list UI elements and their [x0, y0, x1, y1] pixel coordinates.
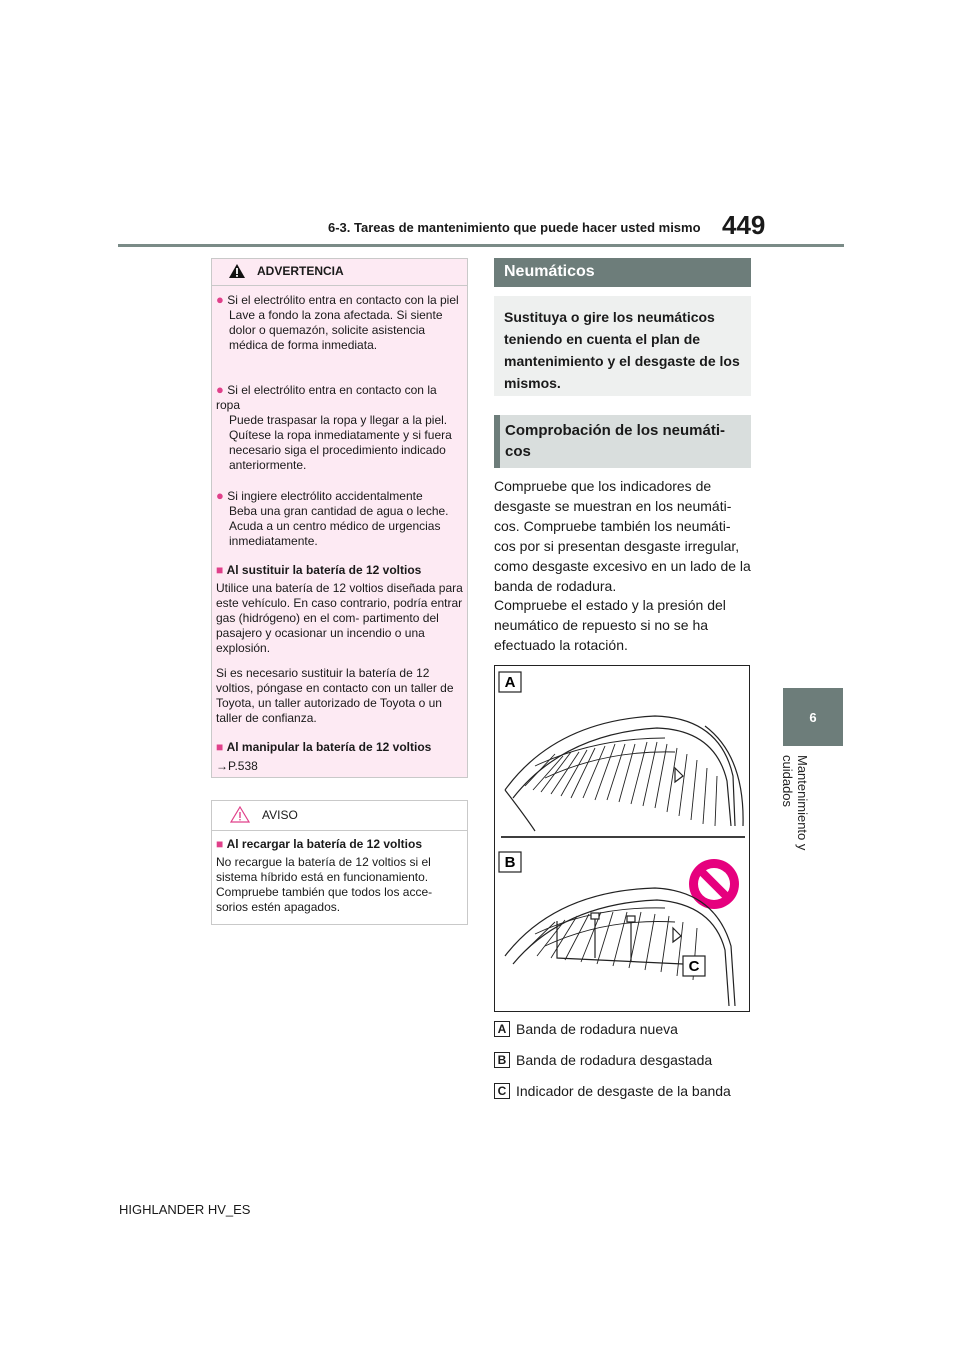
worn-tire-drawing [505, 888, 735, 1006]
reference-text: P.538 [228, 759, 258, 773]
arrow-right-icon: → [216, 759, 228, 773]
page-number: 449 [722, 210, 766, 240]
subsection-title: Al recargar la batería de 12 voltios [226, 837, 423, 851]
bullet-icon: ● [216, 488, 224, 503]
subsection-title: Comprobación de los neumáti- cos [505, 422, 726, 460]
legend-text: Indicador de desgaste de la banda [516, 1083, 731, 1099]
paragraph: Compruebe que los indicadores de desgaste se muestran en los neumáti- cos. Compruebe también los neumáti- cos por si presentan desgaste irregular, como desgaste excesivo en un lado de la banda de rodadura. [494, 478, 751, 594]
prohibition-icon [689, 859, 739, 909]
warning-item-lead: Si el electrólito entra en contacto con la ropa [216, 383, 437, 412]
notice-divider [212, 830, 467, 831]
figure-label-c: C [688, 958, 700, 975]
square-bullet-icon: ■ [216, 563, 224, 577]
warning-subsection [216, 563, 463, 578]
notice-subsection [216, 837, 463, 852]
intro-text: Sustituya o gire los neumáticos teniendo en cuenta el plan de mantenimiento y el desgaste de los mismos. [504, 309, 740, 391]
subsection-title: Al sustituir la batería de 12 voltios [226, 563, 422, 577]
notice-title: AVISO [262, 808, 298, 822]
page-reference[interactable] [216, 759, 258, 774]
square-bullet-icon: ■ [216, 837, 224, 851]
legend-text: Banda de rodadura desgastada [516, 1052, 713, 1068]
chapter-label: Mantenimiento y cuidados [780, 755, 810, 851]
warning-item-lead: Si ingiere electrólito accidentalmente [227, 489, 423, 503]
legend-key: C [494, 1083, 510, 1099]
legend-item [494, 1021, 678, 1037]
warning-item [216, 382, 463, 473]
warning-item-lead: Si el electrólito entra en contacto con la piel [227, 293, 459, 307]
warning-item-body: Puede traspasar la ropa y llegar a la piel. Quítese la ropa inmediatamente y si fuera necesario siga el procedimiento indicado anteriormente. [229, 413, 452, 472]
paragraph: Si es necesario sustituir la batería de 12 voltios, póngase en contacto con un taller de Toyota, un taller autorizado de Toyota o un taller de confianza. [216, 666, 454, 725]
section-title: Neumáticos [504, 263, 595, 280]
legend-item [494, 1052, 712, 1068]
bullet-icon: ● [216, 292, 224, 307]
header-rule [118, 244, 844, 247]
figure-label-b: B [504, 854, 516, 871]
bullet-icon: ● [216, 382, 224, 397]
legend-item [494, 1083, 731, 1099]
legend-key: A [494, 1021, 510, 1037]
subsection-title: Al manipular la batería de 12 voltios [226, 740, 432, 754]
warning-item-body: Beba una gran cantidad de agua o leche. Acuda a un centro médico de urgencias inmediatamente. [229, 504, 449, 548]
warning-item [216, 488, 463, 549]
subsection-band-accent [494, 415, 500, 468]
chapter-tab: 6 [783, 688, 843, 746]
square-bullet-icon: ■ [216, 740, 224, 754]
section-heading: 6-3. Tareas de mantenimiento que puede hacer usted mismo [328, 220, 701, 235]
tire-illustration [495, 666, 749, 1011]
paragraph: Compruebe el estado y la presión del neumático de repuesto si no se ha efectuado la rotación. [494, 597, 726, 653]
figure-label-a: A [504, 674, 516, 691]
new-tire-drawing [505, 716, 743, 831]
paragraph: Utilice una batería de 12 voltios diseñada para este vehículo. En caso contrario, podría entrar gas (hidrógeno) en el com- partimento del pasajero y ocasionar un incendio o una explosión. [216, 581, 463, 655]
paragraph: No recargue la batería de 12 voltios si el sistema híbrido está en funcionamiento. Compruebe también que todos los acce- sorios estén apagados. [216, 855, 433, 914]
warning-title: ADVERTENCIA [257, 264, 344, 278]
warning-triangle-icon [228, 263, 246, 279]
section-title-band [494, 258, 751, 287]
model-footer: HIGHLANDER HV_ES [119, 1202, 251, 1217]
tire-figure [494, 665, 750, 1012]
warning-item-body: Lave a fondo la zona afectada. Si siente dolor o quemazón, solicite asistencia médica de forma inmediata. [229, 308, 443, 352]
legend-key: B [494, 1052, 510, 1068]
warning-item [216, 292, 463, 353]
caution-triangle-icon [230, 806, 250, 823]
warning-divider [212, 285, 467, 286]
warning-subsection [216, 740, 463, 755]
legend-text: Banda de rodadura nueva [516, 1021, 678, 1037]
